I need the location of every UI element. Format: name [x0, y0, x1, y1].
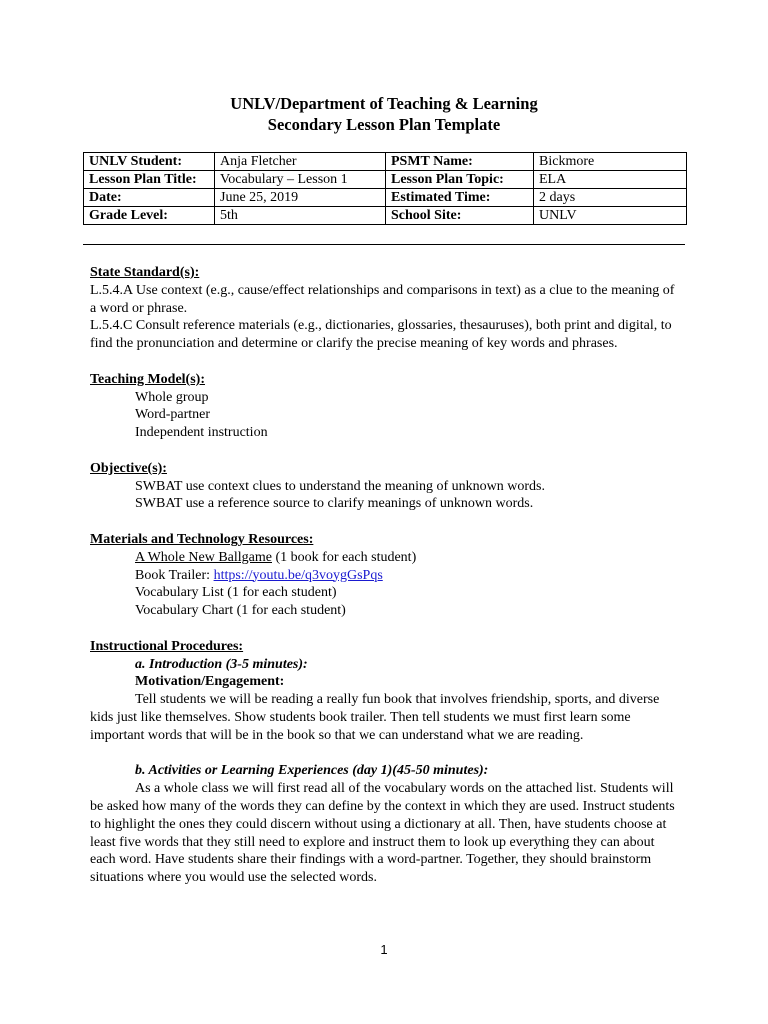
- page-number: 1: [380, 942, 388, 957]
- objectives-heading: Objective(s):: [90, 460, 167, 476]
- value-grade-level: 5th: [215, 207, 386, 225]
- activities-heading: b. Activities or Learning Experiences (day 1)(45-50 minutes):: [135, 763, 489, 779]
- materials-heading: Materials and Technology Resources:: [90, 531, 314, 547]
- motivation-text: Tell students we will be reading a really fun book that involves friendship, sports, and diverse kids just like themselves. Show students book trailer. Then tell students we must first learn some important words that will be in the book so that we can understand what we are reading.: [90, 692, 660, 743]
- value-lesson-plan-title: Vocabulary – Lesson 1: [215, 171, 386, 189]
- table-row: [84, 189, 687, 207]
- label-unlv-student: UNLV Student:: [84, 153, 215, 171]
- value-estimated-time: 2 days: [534, 189, 687, 207]
- label-lesson-plan-title: Lesson Plan Title:: [84, 171, 215, 189]
- material-vocab-chart: Vocabulary Chart (1 for each student): [135, 603, 346, 619]
- value-date: June 25, 2019: [215, 189, 386, 207]
- table-row: [84, 207, 687, 225]
- template-title: Secondary Lesson Plan Template: [267, 115, 501, 134]
- objective-item: SWBAT use context clues to understand the meaning of unknown words.: [135, 478, 545, 494]
- teaching-model-item: Whole group: [135, 389, 209, 405]
- label-school-site: School Site:: [386, 207, 534, 225]
- horizontal-divider: [83, 244, 685, 245]
- lesson-body: [90, 264, 680, 887]
- value-school-site: UNLV: [534, 207, 687, 225]
- department-title: UNLV/Department of Teaching & Learning: [230, 94, 538, 113]
- book-title: A Whole New Ballgame: [135, 549, 272, 565]
- lesson-info-table: [83, 152, 687, 225]
- label-grade-level: Grade Level:: [84, 207, 215, 225]
- material-book: [90, 549, 680, 567]
- objective-item: SWBAT use a reference source to clarify meanings of unknown words.: [135, 496, 534, 512]
- teaching-model-item: Independent instruction: [135, 425, 268, 441]
- label-lesson-plan-topic: Lesson Plan Topic:: [386, 171, 534, 189]
- material-trailer: [90, 567, 680, 585]
- value-psmt-name: Bickmore: [534, 153, 687, 171]
- procedures-heading: Instructional Procedures:: [90, 638, 244, 654]
- material-vocab-list: Vocabulary List (1 for each student): [135, 585, 337, 601]
- value-lesson-plan-topic: ELA: [534, 171, 687, 189]
- state-standards-heading: State Standard(s):: [90, 265, 200, 280]
- teaching-models-heading: Teaching Model(s):: [90, 371, 205, 387]
- activities-text: As a whole class we will first read all of the vocabulary words on the attached list. Students will be asked how many of the words they can define by the context in which they are used. Instruct students to highlight the ones they could discern without using a dictionary at all. Then, have students choose at least five words that they still need to explore and instruct them to look up everything they can about each word. Have students share their findings with a word-partner. Together, they should brainstorm situations where you would use the selected words.: [90, 781, 675, 886]
- label-estimated-time: Estimated Time:: [386, 189, 534, 207]
- introduction-heading: a. Introduction (3-5 minutes):: [135, 656, 308, 672]
- table-row: [84, 171, 687, 189]
- label-date: Date:: [84, 189, 215, 207]
- book-note: (1 book for each student): [272, 549, 417, 565]
- standard-item: L.5.4.A Use context (e.g., cause/effect relationships and comparisons in text) as a clue to the meaning of a word or phrase.: [90, 282, 675, 316]
- teaching-model-item: Word-partner: [135, 407, 211, 423]
- motivation-heading: Motivation/Engagement:: [135, 674, 285, 690]
- value-unlv-student: Anja Fletcher: [215, 153, 386, 171]
- trailer-label: Book Trailer:: [135, 567, 214, 583]
- standard-item: L.5.4.C Consult reference materials (e.g., dictionaries, glossaries, thesauruses), both print and digital, to find the pronunciation and determine or clarify the precise meaning of key words and phrases.: [90, 318, 672, 352]
- table-row: [84, 153, 687, 171]
- label-psmt-name: PSMT Name:: [386, 153, 534, 171]
- trailer-link[interactable]: https://youtu.be/q3voygGsPqs: [213, 567, 383, 583]
